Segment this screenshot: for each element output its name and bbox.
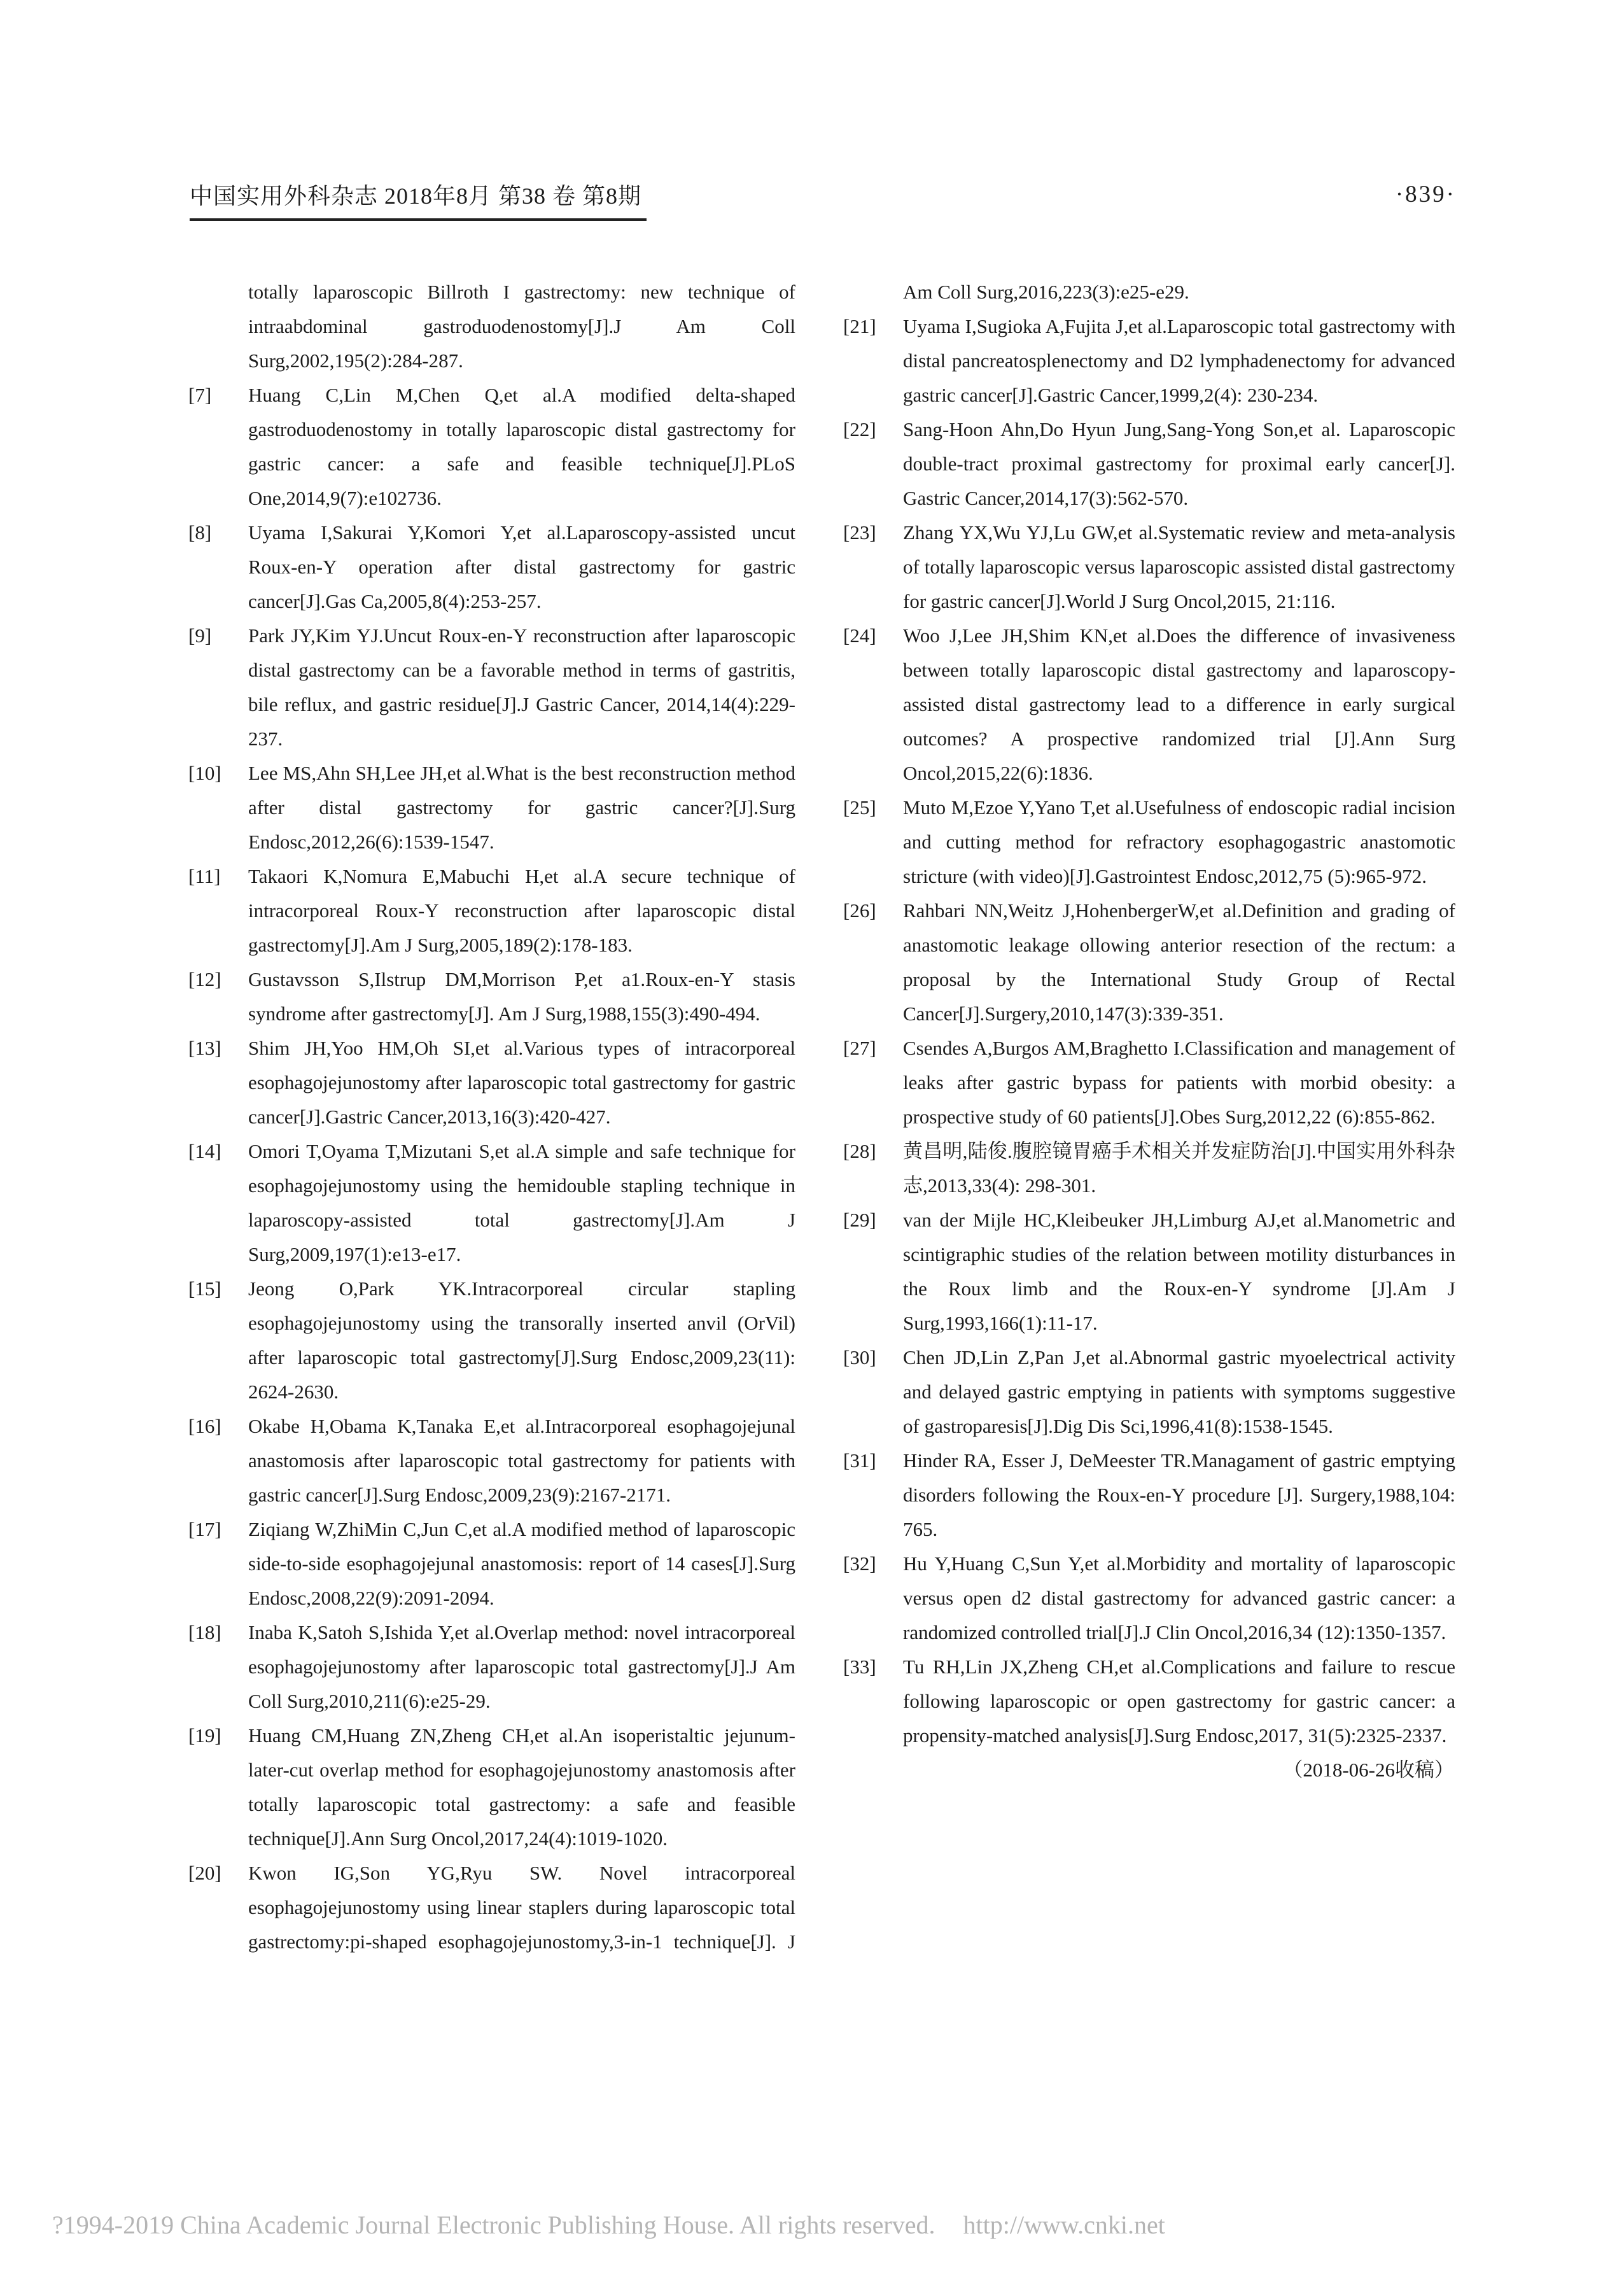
reference-number: [23] xyxy=(843,521,876,544)
reference-number: [7] xyxy=(188,384,212,406)
reference-item xyxy=(843,894,1455,1031)
reference-text: Tu RH,Lin JX,Zheng CH,et al.Complications and failure to rescue following laparoscopic or open gastrectomy for gastric cancer: a propensity-matched analysis[J].Surg Endosc,2017, 31(5):2325-2337. xyxy=(903,1656,1455,1747)
reference-text: Huang C,Lin M,Chen Q,et al.A modified delta-shaped gastroduodenostomy in totally laparoscopic distal gastrectomy for gastric cancer: a safe and feasible technique[J].PLoS One,2014,9(7):e102736. xyxy=(248,384,795,509)
reference-text: Sang-Hoon Ahn,Do Hyun Jung,Sang-Yong Son,et al. Laparoscopic double-tract proximal gastrectomy for proximal early cancer[J]. Gastric Cancer,2014,17(3):562-570. xyxy=(903,418,1455,509)
reference-item xyxy=(843,1547,1455,1650)
reference-number: [30] xyxy=(843,1346,876,1368)
reference-number: [32] xyxy=(843,1552,876,1575)
reference-number: [16] xyxy=(188,1415,221,1437)
reference-number: [22] xyxy=(843,418,876,440)
reference-text: Uyama I,Sugioka A,Fujita J,et al.Laparoscopic total gastrectomy with distal pancreatosplenectomy and D2 lymphadenectomy for advanced gastric cancer[J].Gastric Cancer,1999,2(4): 230-234. xyxy=(903,315,1455,406)
reference-item xyxy=(843,1203,1455,1340)
reference-item xyxy=(843,1444,1455,1547)
reference-number: [25] xyxy=(843,796,876,819)
copyright-text: ?1994-2019 China Academic Journal Electronic Publishing House. All rights reserved. xyxy=(52,2211,935,2239)
reference-text: Park JY,Kim YJ.Uncut Roux-en-Y reconstruction after laparoscopic distal gastrectomy can be a favorable method in terms of gastritis, bile reflux, and gastric residue[J].J Gastric Cancer, 2014,14(4):229-237. xyxy=(248,624,795,750)
reference-number: [29] xyxy=(843,1209,876,1231)
reference-text: Takaori K,Nomura E,Mabuchi H,et al.A secure technique of intracorporeal Roux-Y reconstruction after laparoscopic distal gastrectomy[J].Am J Surg,2005,189(2):178-183. xyxy=(248,865,795,956)
reference-list-right xyxy=(843,275,1455,1753)
reference-item xyxy=(188,1031,795,1134)
reference-text: Muto M,Ezoe Y,Yano T,et al.Usefulness of endoscopic radial incision and cutting method for refractory esophagogastric anastomotic stricture (with video)[J].Gastrointest Endosc,2012,75 (5):965-972. xyxy=(903,796,1455,887)
reference-item xyxy=(188,962,795,1031)
references-left-column xyxy=(188,275,795,1959)
reference-item xyxy=(188,1719,795,1856)
reference-item xyxy=(188,1615,795,1719)
reference-item xyxy=(843,791,1455,894)
reference-text: Woo J,Lee JH,Shim KN,et al.Does the difference of invasiveness between totally laparoscopic distal gastrectomy and laparoscopy-assisted distal gastrectomy lead to a difference in early surgical outcomes? A prospective randomized trial [J].Ann Surg Oncol,2015,22(6):1836. xyxy=(903,624,1455,784)
reference-number: [10] xyxy=(188,762,221,784)
reference-text: Ziqiang W,ZhiMin C,Jun C,et al.A modified method of laparoscopic side-to-side esophagojejunal anastomosis: report of 14 cases[J].Surg Endosc,2008,22(9):2091-2094. xyxy=(248,1518,795,1609)
reference-number: [14] xyxy=(188,1140,221,1162)
reference-item xyxy=(843,309,1455,412)
cnki-url: http://www.cnki.net xyxy=(963,2211,1165,2239)
reference-text: Shim JH,Yoo HM,Oh SI,et al.Various types of intracorporeal esophagojejunostomy after laparoscopic total gastrectomy for gastric cancer[J].Gastric Cancer,2013,16(3):420-427. xyxy=(248,1037,795,1128)
reference-text: Rahbari NN,Weitz J,HohenbergerW,et al.Definition and grading of anastomotic leakage ollowing anterior resection of the rectum: a proposal by the International Study Group of Rectal Cancer[J].Surgery,2010,147(3):339-351. xyxy=(903,899,1455,1025)
reference-text: van der Mijle HC,Kleibeuker JH,Limburg AJ,et al.Manometric and scintigraphic studies of the relation between motility disturbances in the Roux limb and the Roux-en-Y syndrome [J].Am J Surg,1993,166(1):11-17. xyxy=(903,1209,1455,1334)
reference-text: Hu Y,Huang C,Sun Y,et al.Morbidity and mortality of laparoscopic versus open d2 distal gastrectomy for advanced gastric cancer: a randomized controlled trial[J].J Clin Oncol,2016,34 (12):1350-1357. xyxy=(903,1552,1455,1643)
reference-number: [9] xyxy=(188,624,212,647)
reference-text: Kwon IG,Son YG,Ryu SW. Novel intracorporeal esophagojejunostomy using linear staplers during laparoscopic total gastrectomy:pi-shaped esophagojejunostomy,3-in-1 technique[J]. J xyxy=(248,1862,795,1953)
received-date: （2018-06-26收稿） xyxy=(1283,1759,1454,1781)
reference-text: Jeong O,Park YK.Intracorporeal circular stapling esophagojejunostomy using the transorally inserted anvil (OrVil) after laparoscopic total gastrectomy[J].Surg Endosc,2009,23(11): 2624-2630. xyxy=(248,1277,795,1403)
reference-item xyxy=(188,1272,795,1409)
copyright-footer xyxy=(52,2210,1592,2240)
reference-number: [12] xyxy=(188,968,221,990)
reference-item xyxy=(843,275,1455,309)
reference-number: [19] xyxy=(188,1724,221,1747)
reference-number: [20] xyxy=(188,1862,221,1884)
page-number: ·839· xyxy=(1395,181,1456,207)
reference-item xyxy=(188,1134,795,1272)
reference-text: Inaba K,Satoh S,Ishida Y,et al.Overlap method: novel intracorporeal esophagojejunostomy after laparoscopic total gastrectomy[J].J Am Coll Surg,2010,211(6):e25-29. xyxy=(248,1621,795,1712)
reference-text: Omori T,Oyama T,Mizutani S,et al.A simple and safe technique for esophagojejunostomy using the hemidouble stapling technique in laparoscopy-assisted total gastrectomy[J].Am J Surg,2009,197(1):e13-e17. xyxy=(248,1140,795,1265)
reference-text: Am Coll Surg,2016,223(3):e25-e29. xyxy=(903,281,1189,303)
reference-text: Zhang YX,Wu YJ,Lu GW,et al.Systematic review and meta-analysis of totally laparoscopic versus laparoscopic assisted distal gastrectomy for gastric cancer[J].World J Surg Oncol,2015, 21:116. xyxy=(903,521,1455,612)
reference-number: [28] xyxy=(843,1140,876,1162)
reference-text: Hinder RA, Esser J, DeMeester TR.Managament of gastric emptying disorders following the Roux-en-Y procedure [J]. Surgery,1988,104: 765. xyxy=(903,1449,1455,1540)
reference-number: [24] xyxy=(843,624,876,647)
reference-number: [26] xyxy=(843,899,876,922)
reference-text: Chen JD,Lin Z,Pan J,et al.Abnormal gastric myoelectrical activity and delayed gastric emptying in patients with symptoms suggestive of gastroparesis[J].Dig Dis Sci,1996,41(8):1538-1545. xyxy=(903,1346,1455,1437)
reference-number: [11] xyxy=(188,865,221,887)
reference-item xyxy=(843,619,1455,791)
references-right-column xyxy=(843,275,1455,1787)
reference-text: Huang CM,Huang ZN,Zheng CH,et al.An isoperistaltic jejunum-later-cut overlap method for esophagojejunostomy anastomosis after totally laparoscopic total gastrectomy: a safe and feasible technique[J].Ann Surg Oncol,2017,24(4):1019-1020. xyxy=(248,1724,795,1850)
reference-item xyxy=(843,1340,1455,1444)
reference-item xyxy=(188,516,795,619)
reference-item xyxy=(843,1134,1455,1203)
reference-text: Gustavsson S,Ilstrup DM,Morrison P,et a1.Roux-en-Y stasis syndrome after gastrectomy[J]. Am J Surg,1988,155(3):490-494. xyxy=(248,968,795,1025)
journal-header-info: 中国实用外科杂志 2018年8月 第38 卷 第8期 xyxy=(190,178,647,221)
reference-item xyxy=(843,412,1455,516)
reference-item xyxy=(843,516,1455,619)
reference-item xyxy=(188,1409,795,1512)
reference-text: Uyama I,Sakurai Y,Komori Y,et al.Laparoscopy-assisted uncut Roux-en-Y operation after distal gastrectomy for gastric cancer[J].Gas Ca,2005,8(4):253-257. xyxy=(248,521,795,612)
reference-item xyxy=(188,859,795,962)
reference-text: Okabe H,Obama K,Tanaka E,et al.Intracorporeal esophagojejunal anastomosis after laparoscopic total gastrectomy for patients with gastric cancer[J].Surg Endosc,2009,23(9):2167-2171. xyxy=(248,1415,795,1506)
reference-number: [31] xyxy=(843,1449,876,1472)
reference-item xyxy=(843,1650,1455,1753)
reference-item xyxy=(188,756,795,859)
reference-text: Lee MS,Ahn SH,Lee JH,et al.What is the best reconstruction method after distal gastrectomy for gastric cancer?[J].Surg Endosc,2012,26(6):1539-1547. xyxy=(248,762,795,853)
reference-number: [8] xyxy=(188,521,212,544)
reference-item xyxy=(188,619,795,756)
reference-number: [18] xyxy=(188,1621,221,1643)
reference-item xyxy=(188,1512,795,1615)
reference-item xyxy=(188,275,795,378)
reference-item xyxy=(188,1856,795,1959)
reference-item xyxy=(188,378,795,516)
reference-number: [17] xyxy=(188,1518,221,1540)
reference-number: [13] xyxy=(188,1037,221,1059)
reference-item xyxy=(843,1031,1455,1134)
reference-number: [21] xyxy=(843,315,876,337)
reference-list-left xyxy=(188,275,795,1959)
reference-number: [33] xyxy=(843,1656,876,1678)
reference-number: [15] xyxy=(188,1277,221,1300)
reference-text: totally laparoscopic Billroth I gastrectomy: new technique of intraabdominal gastroduodenostomy[J].J Am Coll Surg,2002,195(2):284-287. xyxy=(248,281,795,372)
reference-text: 黄昌明,陆俊.腹腔镜胃癌手术相关并发症防治[J].中国实用外科杂志,2013,33(4): 298-301. xyxy=(903,1140,1455,1197)
reference-text: Csendes A,Burgos AM,Braghetto I.Classification and management of leaks after gastric bypass for patients with morbid obesity: a prospective study of 60 patients[J].Obes Surg,2012,22 (6):855-862. xyxy=(903,1037,1455,1128)
reference-number: [27] xyxy=(843,1037,876,1059)
